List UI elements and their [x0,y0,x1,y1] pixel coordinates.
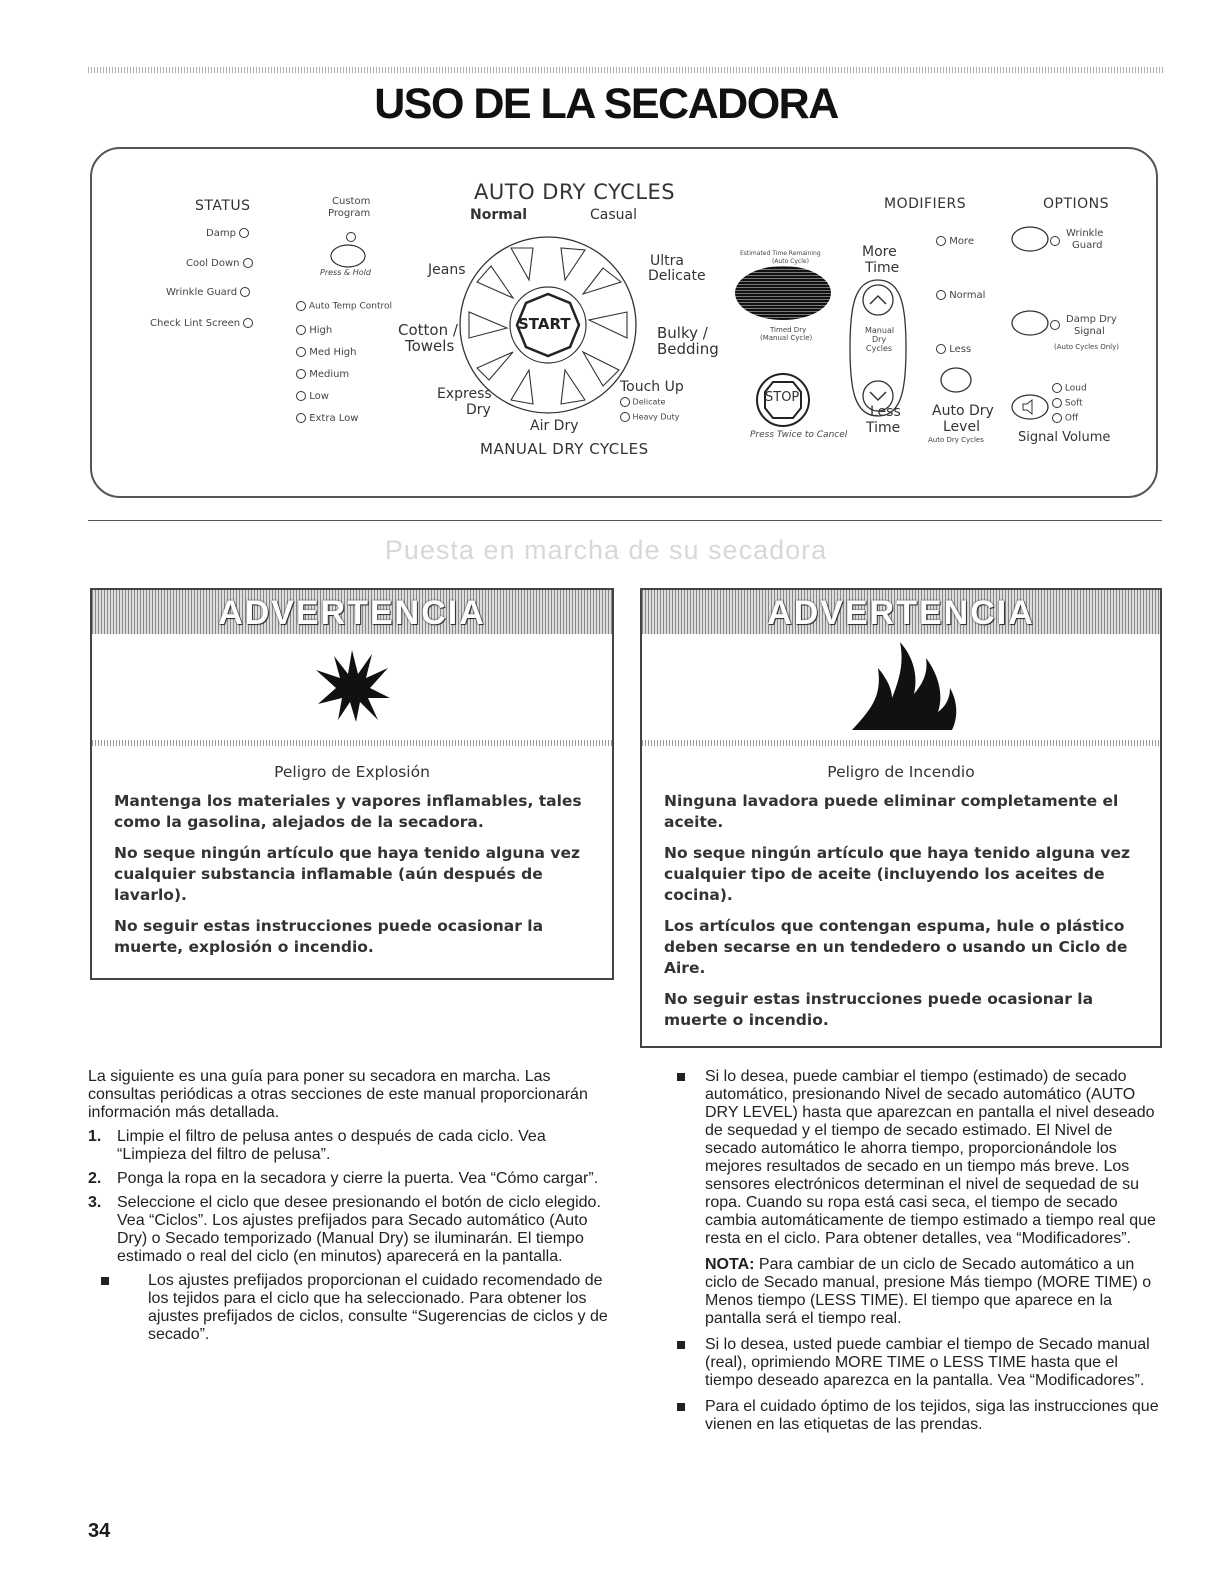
wrinkle-label-1: Wrinkle [1066,228,1104,239]
modifiers-title: MODIFIERS [884,196,967,212]
warning-text: No seque ningún artículo que haya tenido alguna vez cualquier tipo de aceite (incluyendo los aceites de cocina). [664,844,1130,904]
start-button[interactable]: START [518,315,571,333]
damp-dry-signal-button[interactable] [1010,308,1050,338]
temp-med-high[interactable]: Med High [296,347,356,358]
touch-up-heavy[interactable]: Heavy Duty [620,412,680,422]
bullet-item: Si lo desea, usted puede cambiar el tiempo de Secado manual (real), oprimiendo MORE TIME o LESS TIME hasta que el tiempo deseado aparezca en la pantalla. Vea “Modificadores”. [648,1336,1160,1390]
more-time-label-2: Time [865,260,900,276]
auto-temp-label: Auto Temp Control [296,301,392,312]
section-rule [88,520,1162,521]
status-item: Damp [206,228,249,239]
damp-label-2: Signal [1074,326,1105,337]
auto-dry-title: AUTO DRY CYCLES [474,180,676,204]
bullet-item: Los ajustes prefijados proporcionan el cuidado recomendado de los tejidos para el ciclo que ha seleccionado. Para obtener los ajustes prefijados de ciclos, consulte “Sugerencias de ciclos y de secado”. [88,1272,608,1344]
manual-label: Manual [865,326,895,335]
volume-soft[interactable]: Soft [1052,398,1083,409]
warning-text: No seguir estas instrucciones puede ocasionar la muerte o incendio. [664,990,1094,1029]
less-time-label-2: Time [866,420,901,436]
damp-label-1: Damp Dry [1066,314,1117,325]
wrinkle-guard-button[interactable] [1010,224,1050,254]
status-item: Wrinkle Guard [166,287,250,298]
cycle-bulky[interactable]: Bulky / [657,324,708,342]
warning-text: No seguir estas instrucciones puede ocasionar la muerte, explosión o incendio. [114,917,544,956]
press-hold-label: Press & Hold [320,268,371,277]
cycle-touch-up[interactable]: Touch Up [620,379,684,395]
level-normal[interactable]: Normal [936,290,985,301]
signal-volume-label: Signal Volume [1018,430,1111,445]
bullet-item: Si lo desea, puede cambiar el tiempo (estimado) de secado automático, presionando Nivel de secado automático (AUTO DRY LEVEL) hasta que aparezcan en pantalla el nivel deseado de sequedad y el tiempo de secado estimado. El Nivel de secado automático le ahorra tiempo, proporcionándole los mejores resultados de secado en un tiempo más breve. Los sensores electrónicos determinan el nivel de sequedad de su ropa. Cuando su ropa está casi seca, el tiempo de secado cambia automáticamente de tiempo estimado a tiempo real que resta en el ciclo. Para obtener detalles, vea “Modificadores”. [648,1068,1160,1248]
status-title: STATUS [195,198,251,214]
est-time-sub: (Auto Cycle) [772,258,809,265]
est-time-label: Estimated Time Remaining [740,250,821,257]
touch-up-delicate[interactable]: Delicate [620,397,665,407]
status-item: Cool Down [186,258,253,269]
wrinkle-label-2: Guard [1072,240,1103,251]
explosion-icon [312,646,392,726]
section-subtitle: Puesta en marcha de su secadora [384,535,828,565]
manual-cycles-label: Cycles [866,344,893,353]
level-more[interactable]: More [936,236,974,247]
warning-title: Peligro de Incendio [827,763,975,781]
bullet-item: Para el cuidado óptimo de los tejidos, siga las instrucciones que vienen en las etiquetas de las prendas. [648,1398,1160,1434]
step-item: 3. Seleccione el ciclo que desee presionando el botón de ciclo elegido. Vea “Ciclos”. Los ajustes prefijados para Secado automático (Auto Dry) o Secado temporizado (Manual Dry) se iluminarán. El tiempo estimado o real del ciclo (en minutos) aparecerá en la pantalla. [88,1194,601,1265]
cycle-air-dry[interactable]: Air Dry [530,418,579,434]
top-rule [88,67,1164,73]
right-column [648,1068,1160,1442]
auto-dry-cycles-note: Auto Dry Cycles [928,436,984,444]
page-title: USO DE LA SECADORA [374,80,838,128]
step-item: 2. Ponga la ropa en la secadora y cierre la puerta. Vea “Cómo cargar”. [88,1170,599,1187]
auto-dry-level-2: Level [943,419,980,435]
signal-volume-button[interactable] [1010,392,1050,422]
cycle-bedding[interactable]: Bedding [657,340,719,358]
auto-only-label: (Auto Cycles Only) [1054,343,1119,351]
more-time-label-1: More [862,244,897,260]
intro-text: La siguiente es una guía para poner su secadora en marcha. Las consultas periódicas a otras secciones de este manual proporcionarán información más detallada. [88,1068,588,1121]
program-label: Program [328,208,371,219]
note-paragraph: NOTA: Para cambiar de un ciclo de Secado automático a un ciclo de Secado manual, presione Más tiempo (MORE TIME) o Menos tiempo (LESS TIME). El tiempo que aparece en la pantalla será el tiempo real. [705,1256,1152,1327]
left-column [88,1068,608,1352]
cycle-delicate[interactable]: Delicate [648,268,706,284]
damp-led [1050,320,1060,330]
fire-icon [842,638,962,734]
less-time-label-1: Less [870,404,901,420]
timed-dry-sub: (Manual Cycle) [760,334,813,342]
volume-off[interactable]: Off [1052,413,1078,424]
temp-medium[interactable]: Medium [296,369,349,380]
temp-high[interactable]: High [296,325,332,336]
wrinkle-led [1050,236,1060,246]
time-display [735,266,831,320]
volume-loud[interactable]: Loud [1052,383,1087,394]
warning-text: Los artículos que contengan espuma, hule o plástico deben secarse en un tendedero o usando un Ciclo de Aire. [664,917,1128,977]
warning-text: Ninguna lavadora puede eliminar completamente el aceite. [664,792,1119,831]
warning-header: ADVERTENCIA [642,590,1160,634]
stop-label: STOP [765,390,800,405]
temp-low[interactable]: Low [296,391,329,402]
cycle-jeans[interactable]: Jeans [428,262,466,278]
custom-label: Custom [332,196,371,207]
timed-dry-label: Timed Dry [770,326,807,334]
cycle-express-dry: Dry [466,402,491,418]
cycle-ultra[interactable]: Ultra [650,253,684,269]
cycle-normal[interactable]: Normal [470,207,528,223]
warning-text: Mantenga los materiales y vapores inflamables, tales como la gasolina, alejados de la secadora. [114,792,582,831]
cycle-towels[interactable]: Towels [405,337,455,355]
warning-text: No seque ningún artículo que haya tenido alguna vez cualquier substancia inflamable (aún después de lavarlo). [114,844,580,904]
press-twice-label: Press Twice to Cancel [750,430,848,440]
warning-fire [640,588,1162,1048]
status-item: Check Lint Screen [150,318,253,329]
options-title: OPTIONS [1043,196,1110,212]
warning-title: Peligro de Explosión [274,763,430,781]
cycle-express[interactable]: Express [437,386,492,402]
warning-explosion [90,588,614,980]
cycle-cotton[interactable]: Cotton / [398,321,458,339]
temp-extra-low[interactable]: Extra Low [296,413,358,424]
warning-header: ADVERTENCIA [92,590,612,634]
step-item: 1. Limpie el filtro de pelusa antes o después de cada ciclo. Vea “Limpieza del filtro de pelusa”. [88,1128,546,1163]
level-less[interactable]: Less [936,344,971,355]
cycle-casual[interactable]: Casual [590,207,637,223]
auto-dry-level-1: Auto Dry [932,403,994,419]
manual-dry-title: MANUAL DRY CYCLES [480,440,649,458]
auto-dry-level-button[interactable] [938,364,974,396]
manual-dry-label: Dry [872,335,887,344]
page-number: 34 [88,1520,111,1542]
